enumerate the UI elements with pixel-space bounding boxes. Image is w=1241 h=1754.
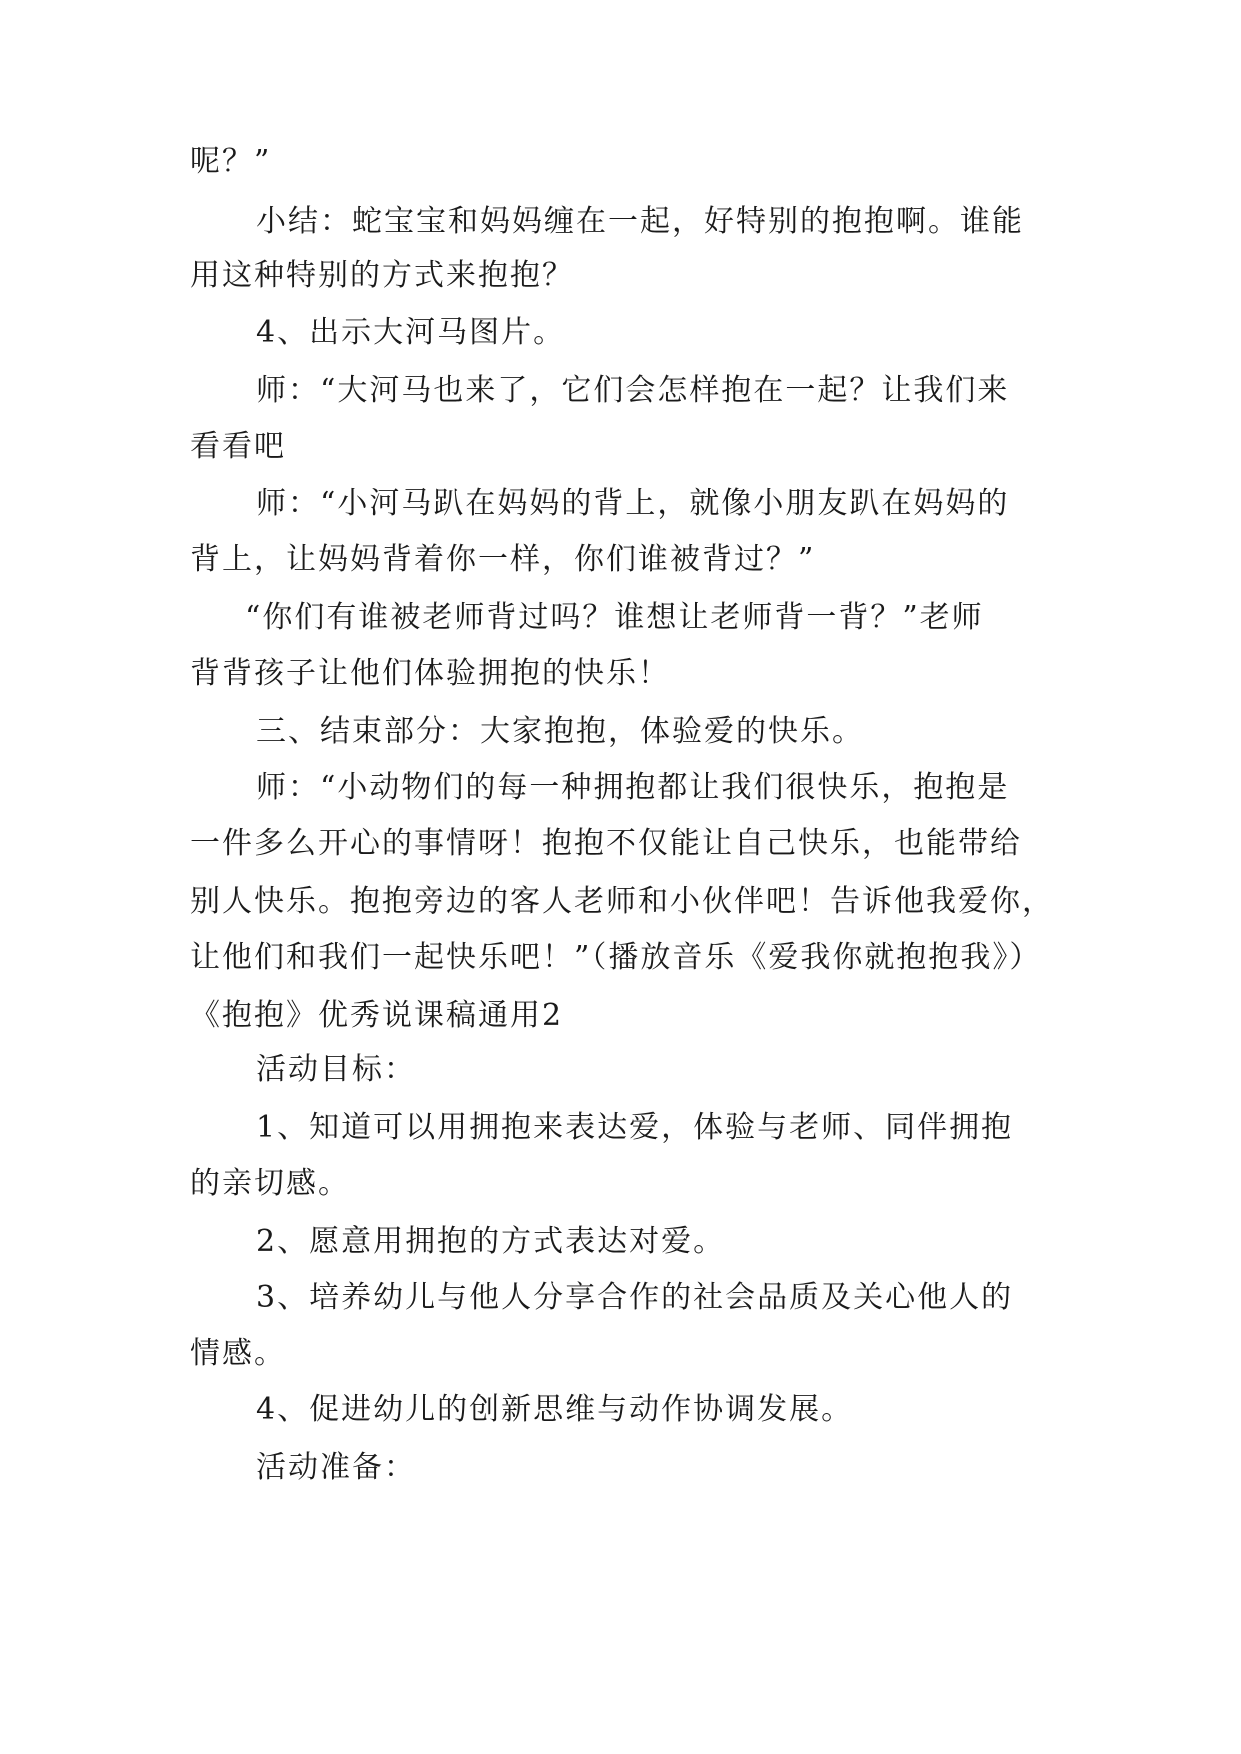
paragraph-line: 师：“小动物们的每一种拥抱都让我们很快乐，抱抱是 <box>256 770 1010 805</box>
paragraph-line: 活动准备： <box>256 1450 416 1485</box>
paragraph-line: 三、结束部分：大家抱抱，体验爱的快乐。 <box>256 714 864 749</box>
section-heading: 《抱抱》优秀说课稿通用2 <box>190 998 564 1033</box>
paragraph-line: 4、出示大河马图片。 <box>256 315 566 350</box>
paragraph-line: 小结：蛇宝宝和妈妈缠在一起，好特别的抱抱啊。谁能 <box>256 204 1024 239</box>
paragraph-line: 3、培养幼儿与他人分享合作的社会品质及关心他人的 <box>256 1280 1014 1315</box>
paragraph-line: 情感。 <box>190 1336 286 1371</box>
paragraph-line: 别人快乐。抱抱旁边的客人老师和小伙伴吧！告诉他我爱你， <box>190 884 1054 919</box>
paragraph-line: 呢？” <box>190 144 272 179</box>
paragraph-line: 4、促进幼儿的创新思维与动作协调发展。 <box>256 1392 854 1427</box>
paragraph-line: 一件多么开心的事情呀！抱抱不仅能让自己快乐，也能带给 <box>190 826 1022 861</box>
paragraph-line: 2、愿意用拥抱的方式表达对爱。 <box>256 1224 726 1259</box>
paragraph-line: 让他们和我们一起快乐吧！”（播放音乐《爱我你就抱抱我》） <box>190 940 1042 975</box>
paragraph-line: 1、知道可以用拥抱来表达爱，体验与老师、同伴拥抱 <box>256 1110 1014 1145</box>
paragraph-line: 背上，让妈妈背着你一样，你们谁被背过？” <box>190 542 816 577</box>
paragraph-line: 师：“大河马也来了，它们会怎样抱在一起？让我们来 <box>256 373 1010 408</box>
paragraph-line: 师：“小河马趴在妈妈的背上，就像小朋友趴在妈妈的 <box>256 486 1010 521</box>
paragraph-line: 活动目标： <box>256 1052 416 1087</box>
paragraph-line: 的亲切感。 <box>190 1166 350 1201</box>
paragraph-line: “你们有谁被老师背过吗？谁想让老师背一背？”老师 <box>245 600 984 635</box>
paragraph-line: 看看吧 <box>190 429 286 464</box>
paragraph-line: 用这种特别的方式来抱抱？ <box>190 258 574 293</box>
paragraph-line: 背背孩子让他们体验拥抱的快乐！ <box>190 656 670 691</box>
